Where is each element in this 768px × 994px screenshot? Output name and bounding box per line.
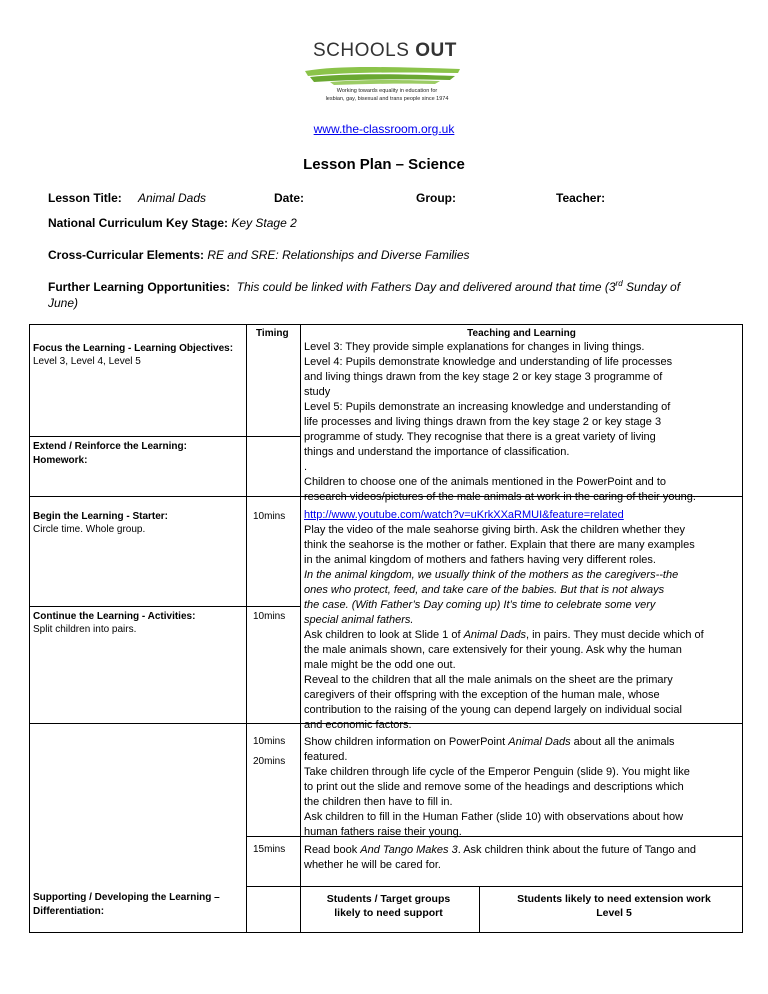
continue-text: Split children into pairs. (33, 624, 137, 635)
extension-students-header: Students likely to need extension work Level 5 (517, 893, 711, 919)
focus-label: Focus the Learning - Learning Objectives: (33, 343, 234, 354)
cross-curricular-line: Cross-Curricular Elements: RE and SRE: Relationships and Diverse Families (48, 248, 470, 262)
support-students-header: Students / Target groups likely to need support (326, 893, 451, 919)
focus-text: Level 3, Level 4, Level 5 (33, 356, 141, 367)
further-learning-line-2: June) (48, 296, 79, 310)
curriculum-line: National Curriculum Key Stage: Key Stage 2 (48, 216, 297, 230)
teacher-label: Teacher: (556, 191, 606, 205)
continue-timing: 10mins (253, 611, 286, 622)
begin-label: Begin the Learning - Starter: (33, 511, 169, 522)
lesson-plan-table (29, 324, 743, 933)
teaching-header: Teaching and Learning (467, 328, 576, 339)
logo-tagline: Working towards equality in education for lesbian, gay, bisexual and trans people since 1974 (325, 88, 449, 102)
timing-4: 20mins (253, 756, 286, 767)
timing-header: Timing (256, 328, 289, 339)
lesson-title-value: Animal Dads (138, 191, 207, 205)
further-learning-line: Further Learning Opportunities: This could be linked with Fathers Day and delivered around that time (3rd Sunday of (48, 279, 681, 294)
lesson-title-label: Lesson Title: (48, 191, 122, 205)
logo-swoosh-icon (300, 63, 465, 87)
website-link[interactable]: www.the-classroom.org.uk (313, 122, 455, 136)
extend-label: Extend / Reinforce the Learning: Homework: (33, 441, 187, 466)
page-title: Lesson Plan – Science (303, 156, 465, 173)
starter-text: http://www.youtube.com/watch?v=uKrkXXaRMUI&feature=related Play the video of the male seahorse giving birth. Ask the children whether they think the seahorse is the mother or father. Explain that there are many examples in the animal kingdom of mothers and fathers having very different roles. In the animal kingdom, we usually think of the mothers as the caregivers--the ones who protect, feed, and take care of the babies. But that is not always the case. (With Father’s Day coming up) It’s time to celebrate some very special animal fathers. Ask children to look at Slide 1 of Animal Dads, in pairs. They must decide which of the male animals shown, care extensively for their young. Ask why the human male might be the odd one out. Reveal to the children that all the male animals on the sheet are the primary caregivers of their offspring with the exception of the human male, whose contribution to the raising of the young can depend largely on individual social and economic factors. (304, 508, 739, 733)
support-label: Supporting / Developing the Learning – Differentiation: (33, 892, 220, 917)
video-link[interactable]: http://www.youtube.com/watch?v=uKrkXXaRMUI&feature=related (304, 509, 624, 521)
powerpoint-text: Show children information on PowerPoint Animal Dads about all the animals featured. Take children through life cycle of the Emperor Penguin (slide 9). You might like to print out the slide and remove some of the headings and descriptions which the children then have to fill in. Ask children to fill in the Human Father (slide 10) with observations about how human fathers raise their young. (304, 736, 690, 838)
begin-timing: 10mins (253, 511, 286, 522)
timing-3: 10mins (253, 736, 286, 747)
begin-text: Circle time. Whole group. (33, 524, 146, 535)
timing-5: 15mins (253, 844, 286, 855)
objectives-text: Level 3: They provide simple explanations for changes in living things. Level 4: Pupils demonstrate knowledge and understanding of life processes and living things drawn from the key stage 2 or key stage 3 programme of study Level 5: Pupils demonstrate an increasing knowledge and understanding of life processes and living things drawn from the key stage 2 or key stage 3 programme of study. They recognise that there is a great variety of living things and understand the importance of classification. . Children to choose one of the animals mentioned in the PowerPoint and to research videos/pictures of the male animals at work in the caring of their young. (304, 341, 696, 503)
read-text: Read book And Tango Makes 3. Ask children think about the future of Tango and whether he will be cared for. (304, 844, 696, 871)
date-label: Date: (274, 191, 305, 205)
logo-wordmark: SCHOOLS OUT (313, 40, 457, 61)
continue-label: Continue the Learning - Activities: (33, 611, 196, 622)
group-label: Group: (416, 191, 456, 205)
